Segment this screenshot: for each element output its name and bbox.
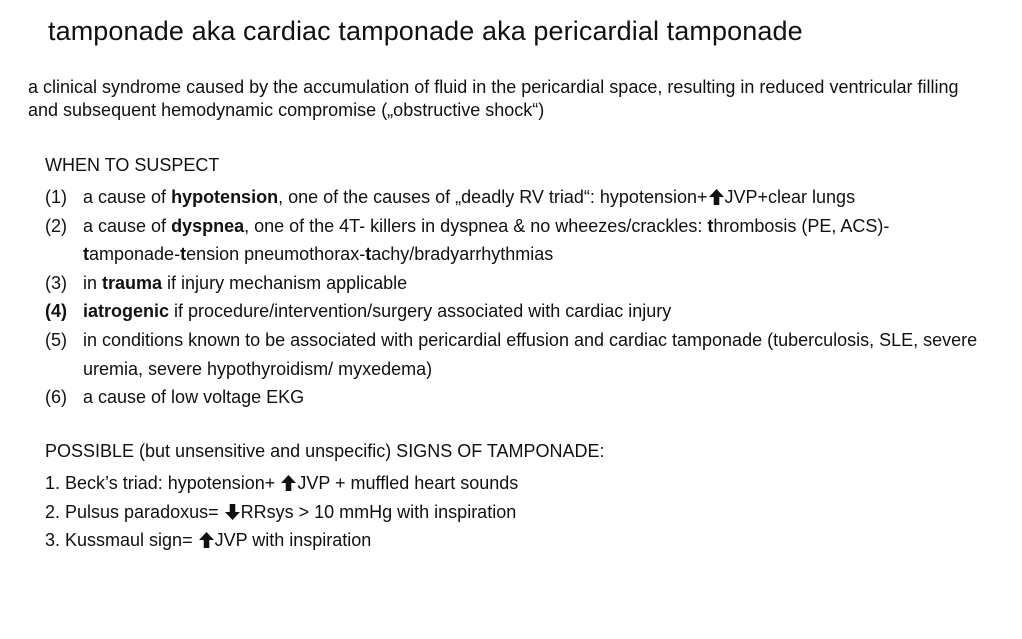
list-item	[45, 212, 985, 269]
signs-list	[45, 469, 518, 555]
text-segment: 1. Beck’s triad: hypotension+	[45, 473, 281, 493]
keyword-trauma: trauma	[102, 272, 163, 293]
text-segment: achy/bradyarrhythmias	[371, 244, 554, 265]
list-item-number: (4)	[45, 301, 67, 322]
definition-text: a clinical syndrome caused by the accumulation of fluid in the pericardial space, resulting in reduced ventricular filling and subsequent hemodynamic compromise („obstructive shock“)	[28, 77, 959, 120]
up-arrow-icon	[709, 189, 724, 205]
signs-heading: POSSIBLE (but unsensitive and unspecific) SIGNS OF TAMPONADE:	[45, 441, 605, 461]
keyword-iatrogenic: iatrogenic	[83, 301, 170, 322]
keyword-dyspnea: dyspnea	[171, 215, 245, 236]
list-item	[45, 269, 985, 298]
text-segment: , one of the causes of „deadly RV triad“: hypotension+	[278, 187, 708, 207]
list-item	[45, 383, 985, 412]
list-item-text: a cause of low voltage EKG	[83, 387, 305, 408]
text-segment: , one of the 4T- killers in dyspnea & no wheezes/crackles:	[244, 215, 708, 236]
text-segment: if procedure/intervention/surgery associated with cardiac injury	[169, 301, 672, 322]
keyword-hypotension: hypotension	[171, 187, 279, 207]
list-item-text: in conditions known to be associated with pericardial effusion and cardiac tamponade (tuberculosis, SLE, severe uremia, severe hypothyroidism/ myxedema)	[83, 329, 978, 379]
when-to-suspect-list	[45, 183, 985, 412]
bold-t: t	[83, 244, 89, 265]
page-title: tamponade aka cardiac tamponade aka pericardial tamponade	[48, 16, 803, 46]
list-item	[45, 183, 985, 212]
text-segment: a cause of	[83, 215, 172, 236]
list-item-number: (1)	[45, 187, 67, 207]
text-segment: JVP+clear lungs	[724, 187, 856, 207]
list-item	[45, 297, 985, 326]
bold-t: t	[180, 244, 187, 265]
list-item-text	[83, 212, 985, 269]
list-item-text	[83, 269, 985, 298]
list-item-number: (2)	[45, 215, 67, 236]
list-item	[45, 326, 985, 383]
up-arrow-icon	[199, 532, 214, 548]
text-segment: 3. Kussmaul sign=	[45, 530, 198, 551]
up-arrow-icon	[281, 475, 296, 491]
text-segment: hrombosis (PE, ACS)-	[713, 215, 890, 236]
list-item	[45, 526, 518, 555]
list-item-text	[83, 183, 985, 212]
when-to-suspect-heading: WHEN TO SUSPECT	[45, 155, 220, 175]
list-item-number: (6)	[45, 387, 67, 408]
text-segment: RRsys > 10 mmHg with inspiration	[240, 501, 517, 522]
text-segment: a cause of	[83, 187, 172, 207]
text-segment: if injury mechanism applicable	[162, 272, 408, 293]
list-item-number: (5)	[45, 329, 67, 350]
bold-t: t	[365, 244, 372, 265]
list-item-text	[83, 297, 985, 326]
list-item-number: (3)	[45, 272, 67, 293]
list-item	[45, 498, 518, 527]
text-segment: JVP with inspiration	[214, 530, 372, 551]
text-segment: in	[83, 272, 103, 293]
text-segment: ension pneumothorax-	[186, 244, 366, 265]
down-arrow-icon	[225, 504, 240, 520]
text-segment: 2. Pulsus paradoxus=	[45, 501, 224, 522]
text-segment: amponade-	[89, 244, 181, 265]
bold-t: t	[707, 215, 714, 236]
list-item	[45, 469, 518, 498]
text-segment: JVP + muffled heart sounds	[297, 473, 519, 493]
